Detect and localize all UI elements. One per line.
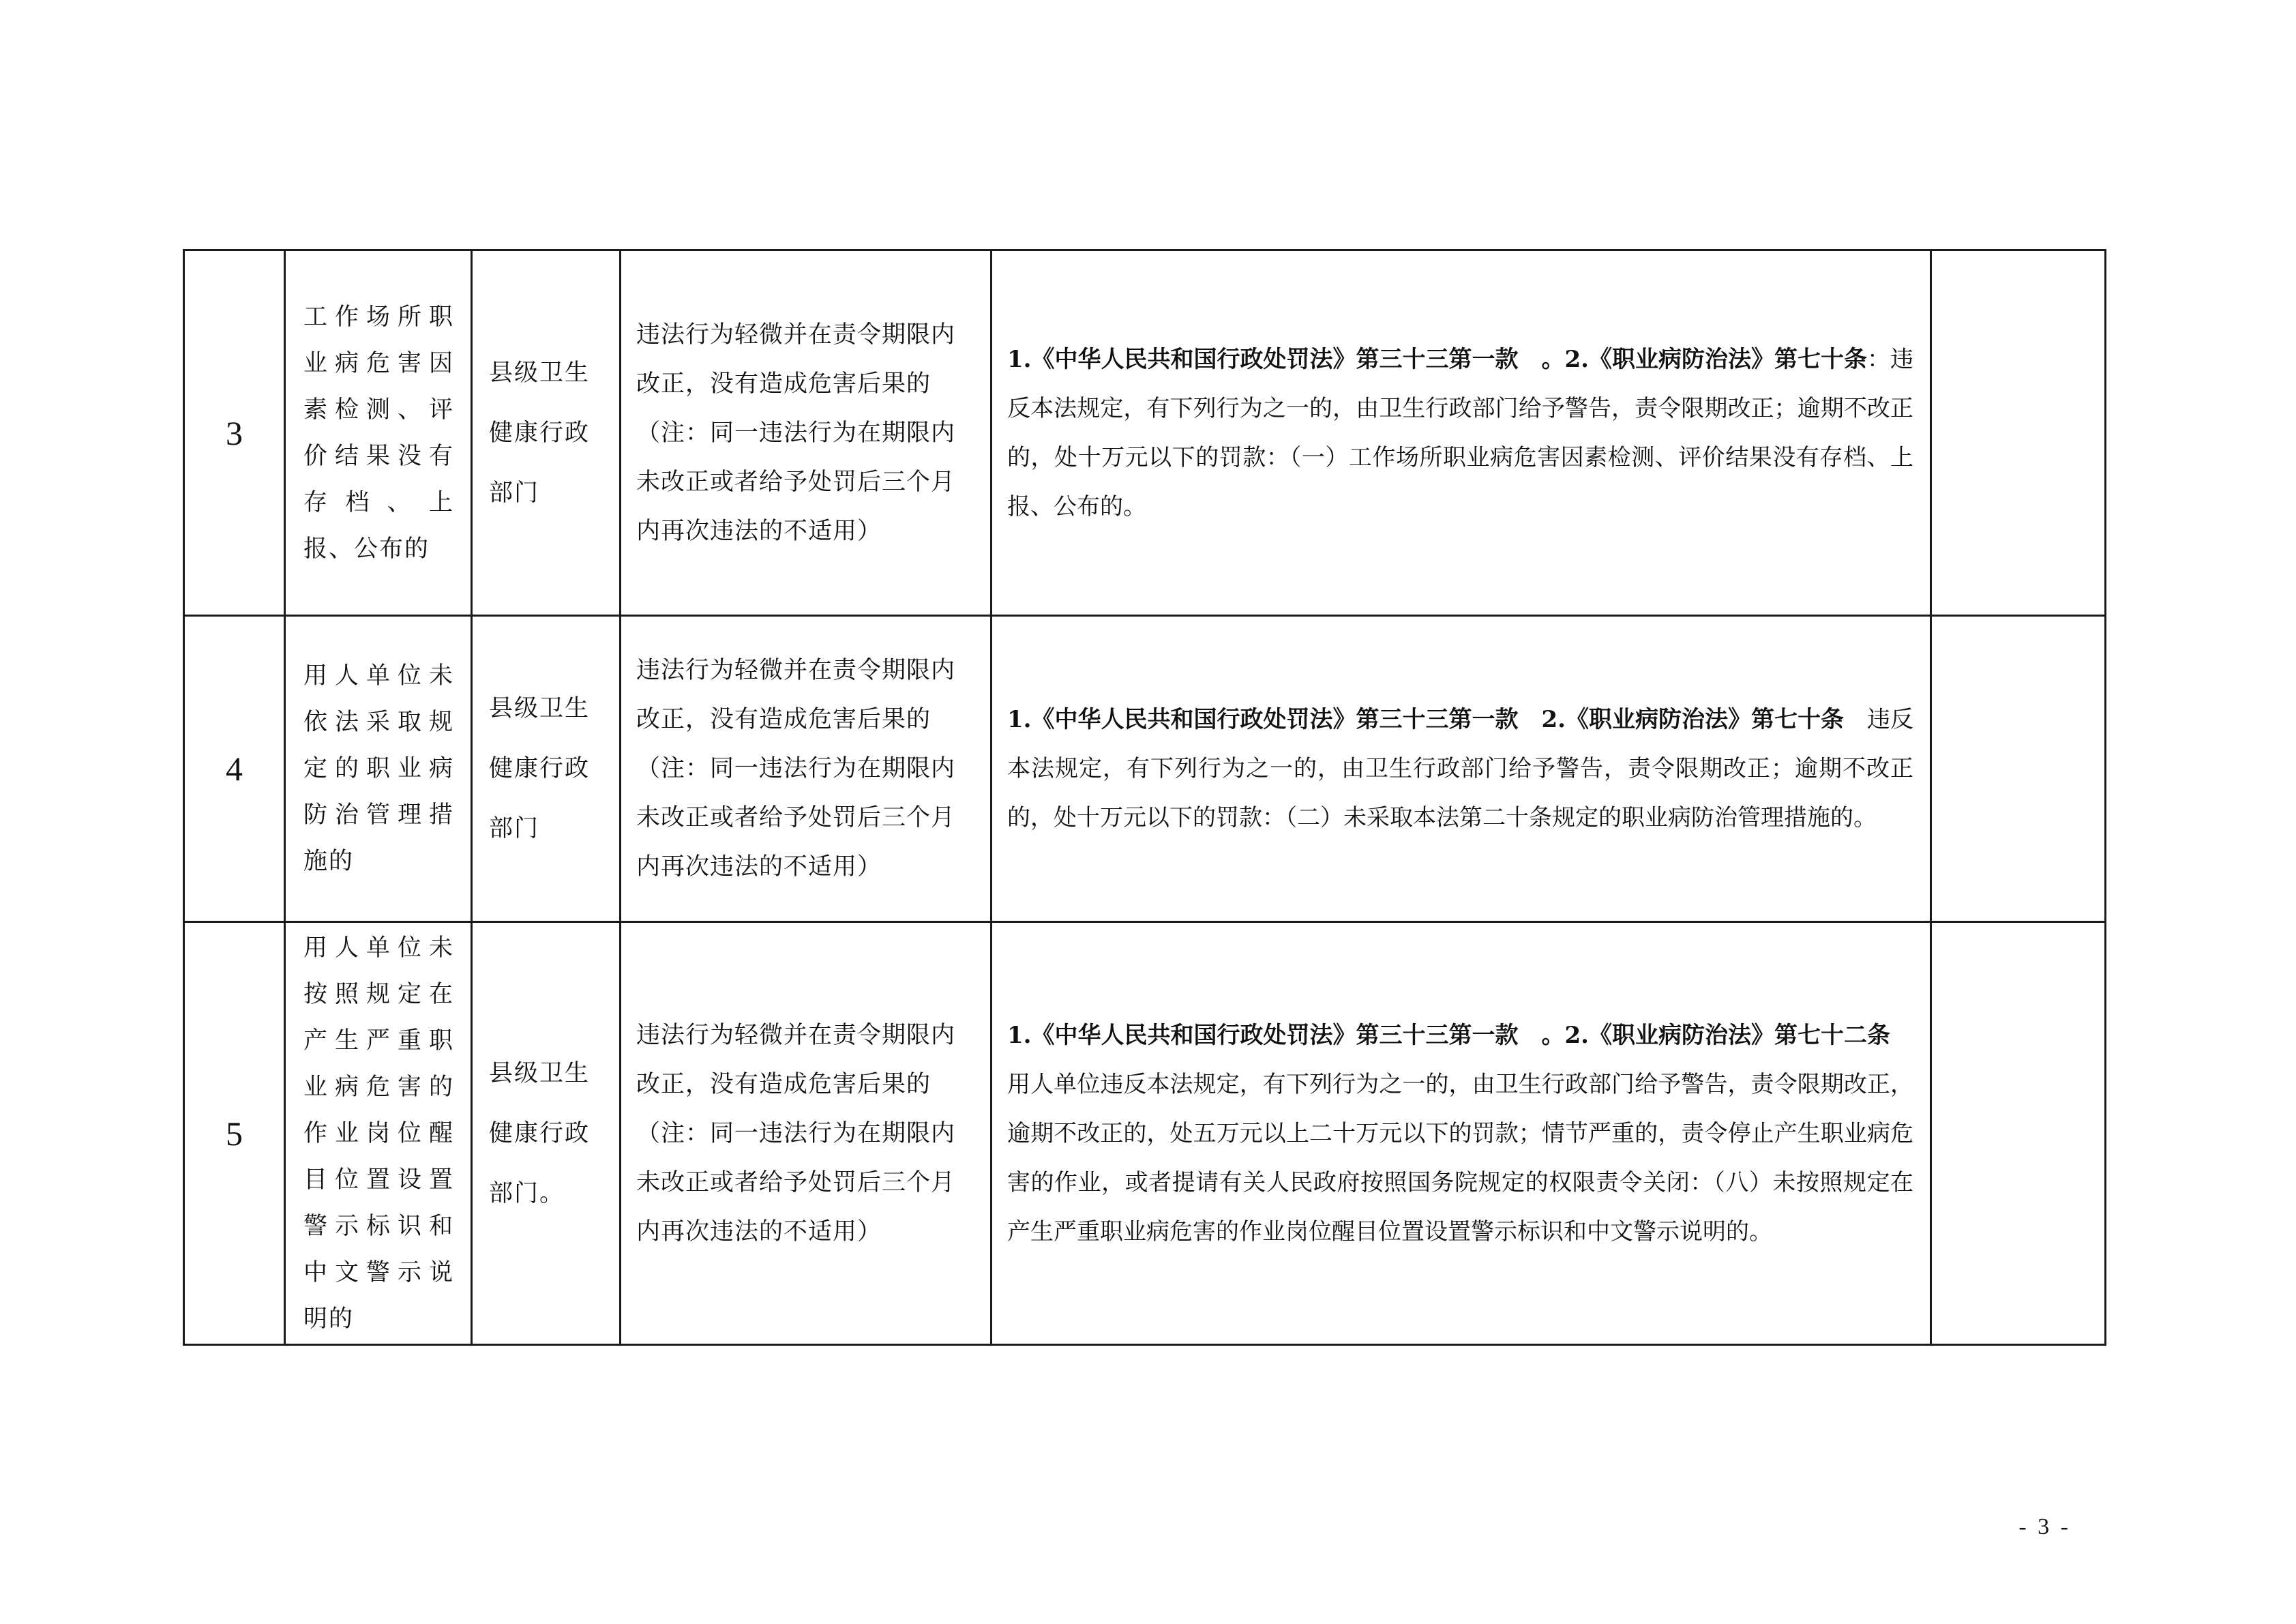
- legal-basis-citation: 1.《中华人民共和国行政处罚法》第三十三第一款 。2.《职业病防治法》第七十条: [1007, 345, 1867, 373]
- legal-basis: [992, 616, 1931, 922]
- exemption-condition: 违法行为轻微并在责令期限内改正，没有造成危害后果的（注：同一违法行为在期限内未改正或者给予处罚后三个月内再次违法的不适用）: [621, 922, 992, 1345]
- violation-item: 用人单位未按照规定在产生严重职业病危害的作业岗位醒目位置设置警示标识和中文警示说明的: [285, 922, 472, 1345]
- legal-basis-text: 用人单位违反本法规定，有下列行为之一的，由卫生行政部门给予警告，责令限期改正，逾期不改正的，处五万元以上二十万元以下的罚款；情节严重的，责令停止产生职业病危害的作业，或者提请有关人民政府按照国务院规定的权限责令关闭：（八）未按照规定在产生严重职业病危害的作业岗位醒目位置设置警示标识和中文警示说明的。: [1007, 1021, 1913, 1245]
- remarks-cell: [1931, 616, 2106, 922]
- enforcement-department: 县级卫生健康行政部门: [472, 250, 621, 616]
- legal-basis: [992, 250, 1931, 616]
- table-row: [184, 616, 2106, 922]
- row-number: 4: [184, 616, 285, 922]
- page-number: - 3 -: [2018, 1514, 2071, 1539]
- table-row: [184, 250, 2106, 616]
- legal-basis-citation: 1.《中华人民共和国行政处罚法》第三十三第一款 2.《职业病防治法》第七十条: [1007, 706, 1844, 733]
- table-row: [184, 922, 2106, 1345]
- row-number: 5: [184, 922, 285, 1345]
- penalty-exemption-table: [183, 249, 2106, 1346]
- remarks-cell: [1931, 250, 2106, 616]
- legal-basis-citation: 1.《中华人民共和国行政处罚法》第三十三第一款 。2.《职业病防治法》第七十二条: [1007, 1021, 1890, 1049]
- legal-basis-text: 违反本法规定，有下列行为之一的，由卫生行政部门给予警告，责令限期改正；逾期不改正的，处十万元以下的罚款：（二）未采取本法第二十条规定的职业病防治管理措施的。: [1007, 706, 1913, 831]
- row-number: 3: [184, 250, 285, 616]
- enforcement-department: 县级卫生健康行政部门。: [472, 922, 621, 1345]
- violation-item: 工作场所职业病危害因素检测、评价结果没有存档、上报、公布的: [285, 250, 472, 616]
- legal-basis-text: ：违反本法规定，有下列行为之一的，由卫生行政部门给予警告，责令限期改正；逾期不改正的，处十万元以下的罚款：（一）工作场所职业病危害因素检测、评价结果没有存档、上报、公布的。: [1007, 345, 1913, 520]
- remarks-cell: [1931, 922, 2106, 1345]
- exemption-condition: 违法行为轻微并在责令期限内改正，没有造成危害后果的（注：同一违法行为在期限内未改正或者给予处罚后三个月内再次违法的不适用）: [621, 616, 992, 922]
- violation-item: 用人单位未依法采取规定的职业病防治管理措施的: [285, 616, 472, 922]
- enforcement-department: 县级卫生健康行政部门: [472, 616, 621, 922]
- exemption-condition: 违法行为轻微并在责令期限内改正，没有造成危害后果的（注：同一违法行为在期限内未改正或者给予处罚后三个月内再次违法的不适用）: [621, 250, 992, 616]
- legal-basis: [992, 922, 1931, 1345]
